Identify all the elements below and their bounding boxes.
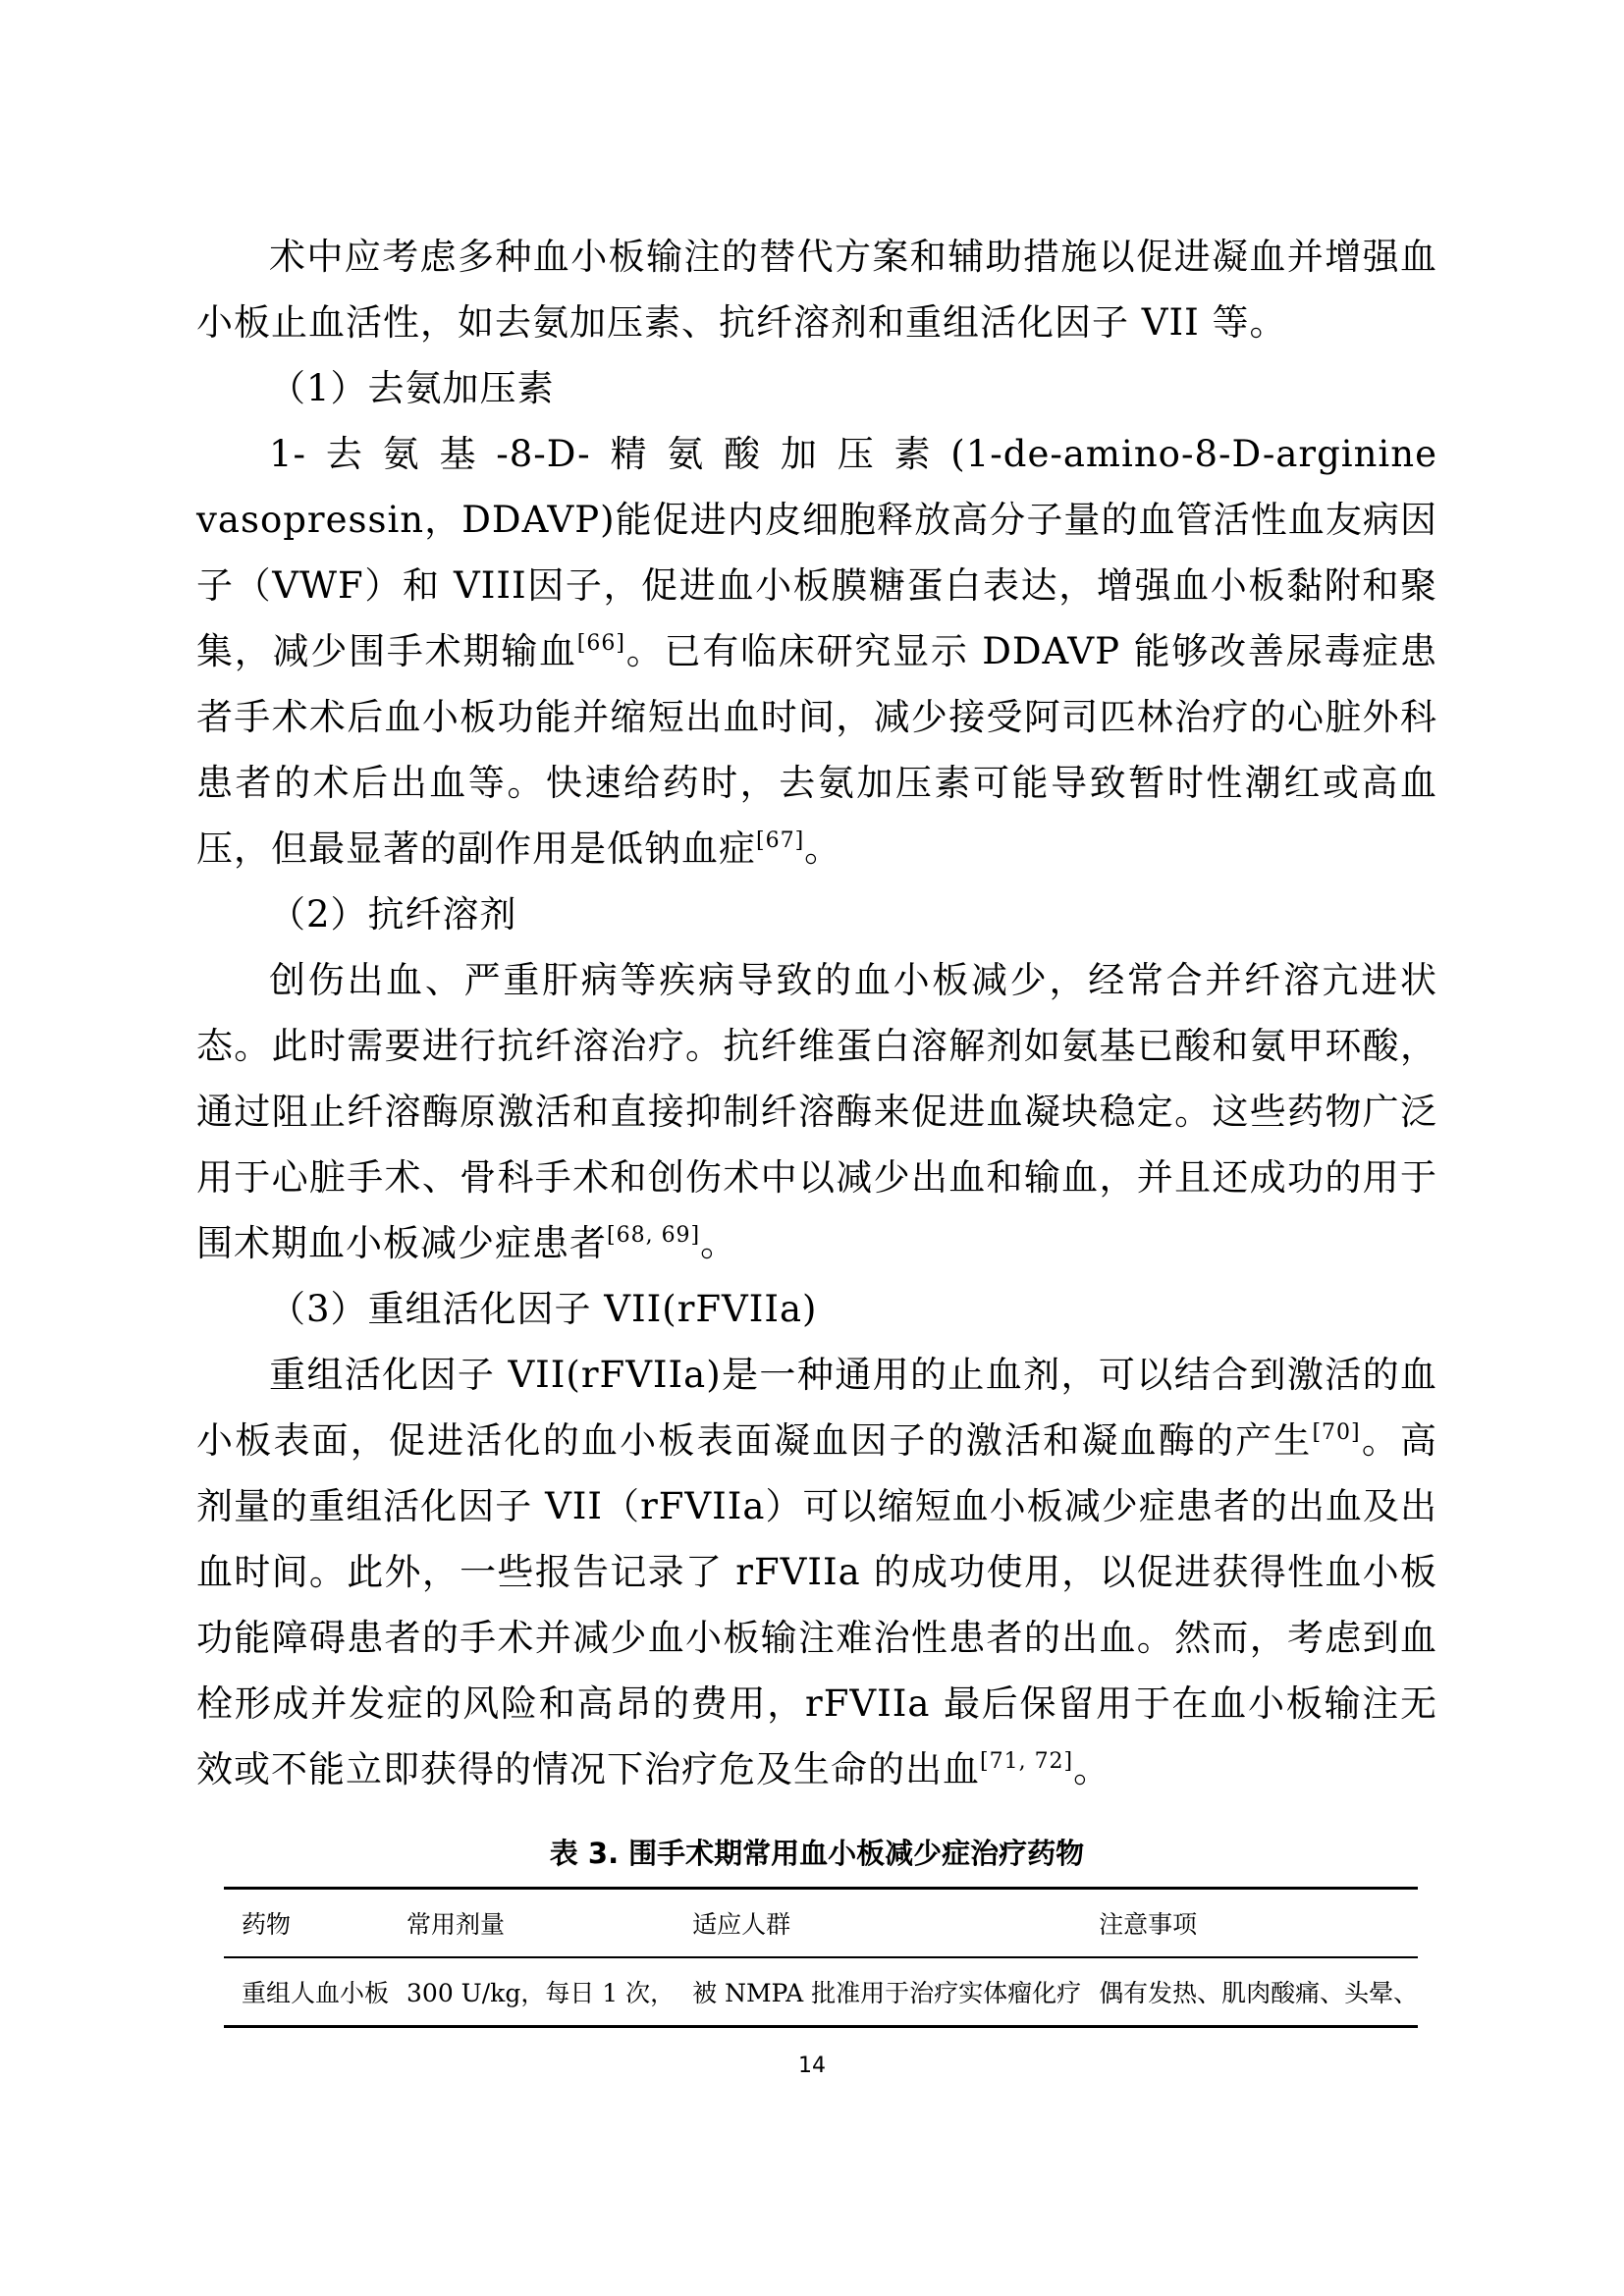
column-header-dose: 常用剂量 <box>406 1910 506 1939</box>
paragraph-ddavp: 1-去氨基-8-D-精氨酸加压素(1-de-amino-8-D-arginine vasopressin，DDAVP)能促进内皮细胞释放高分子量的血管活性血友病因子（VWF）和 VIII因子，促进血小板膜糖蛋白表达，增强血小板黏附和聚集，减少围手术期输血[66]。已有临床研究显示 DDAVP 能够改善尿毒症患者手术术后血小板功能并缩短出血时间，减少接受阿司匹林治疗的心脏外科患者的术后出血等。快速给药时，去氨加压素可能导致暂时性潮红或高血压，但最显著的副作用是低钠血症[67]。 <box>196 433 1437 870</box>
heading-antifibrinolytic: （2）抗纤溶剂 <box>269 893 517 935</box>
table-cell: 300 U/kg，每日 1 次， <box>406 1979 676 2007</box>
paragraph-intro: 术中应考虑多种血小板输注的替代方案和辅助措施以促进凝血并增强血小板止血活性，如去氨加压素、抗纤溶剂和重组活化因子 VII 等。 <box>196 236 1437 344</box>
column-header-drug: 药物 <box>242 1910 292 1939</box>
heading-ddavp: （1）去氨加压素 <box>269 367 555 409</box>
paragraph-antifibrinolytic: 创伤出血、严重肝病等疾病导致的血小板减少，经常合并纤溶亢进状态。此时需要进行抗纤溶治疗。抗纤维蛋白溶解剂如氨基已酸和氨甲环酸，通过阻止纤溶酶原激活和直接抑制纤溶酶来促进血凝块稳定。这些药物广泛用于心脏手术、骨科手术和创伤术中以减少出血和输血，并且还成功的用于围术期血小板减少症患者[68, 69]。 <box>196 959 1437 1264</box>
citation[interactable]: [66] <box>576 631 625 656</box>
citation[interactable]: [68, 69] <box>607 1223 701 1248</box>
document-body <box>196 224 1437 1872</box>
table-cell: 重组人血小板 <box>242 1979 390 2007</box>
column-header-indication: 适应人群 <box>692 1910 791 1939</box>
citation[interactable]: [67] <box>756 828 805 853</box>
citation[interactable]: [71, 72] <box>980 1749 1074 1774</box>
drug-table <box>224 1887 1419 2028</box>
citation[interactable]: [70] <box>1312 1420 1361 1445</box>
table-caption: 表 3. 围手术期常用血小板减少症治疗药物 <box>549 1837 1085 1870</box>
table-header-row <box>224 1889 1418 1958</box>
page-number: 14 <box>798 2054 826 2078</box>
paragraph-rfviia: 重组活化因子 VII(rFVIIa)是一种通用的止血剂，可以结合到激活的血小板表面，促进活化的血小板表面凝血因子的激活和凝血酶的产生[70]。高剂量的重组活化因子 VII（rFVIIa）可以缩短血小板减少症患者的出血及出血时间。此外，一些报告记录了 rFVIIa 的成功使用，以促进获得性血小板功能障碍患者的手术并减少血小板输注难治性患者的出血。然而，考虑到血栓形成并发症的风险和高昂的费用，rFVIIa 最后保留用于在血小板输注无效或不能立即获得的情况下治疗危及生命的出血[71, 72]。 <box>196 1354 1438 1790</box>
table-row <box>224 1957 1418 2027</box>
column-header-notes: 注意事项 <box>1099 1910 1198 1939</box>
table-cell: 偶有发热、肌肉酸痛、头晕、 <box>1099 1979 1419 2007</box>
heading-rfviia: （3）重组活化因子 VII(rFVIIa) <box>269 1288 818 1330</box>
table-cell: 被 NMPA 批准用于治疗实体瘤化疗 <box>692 1979 1082 2007</box>
